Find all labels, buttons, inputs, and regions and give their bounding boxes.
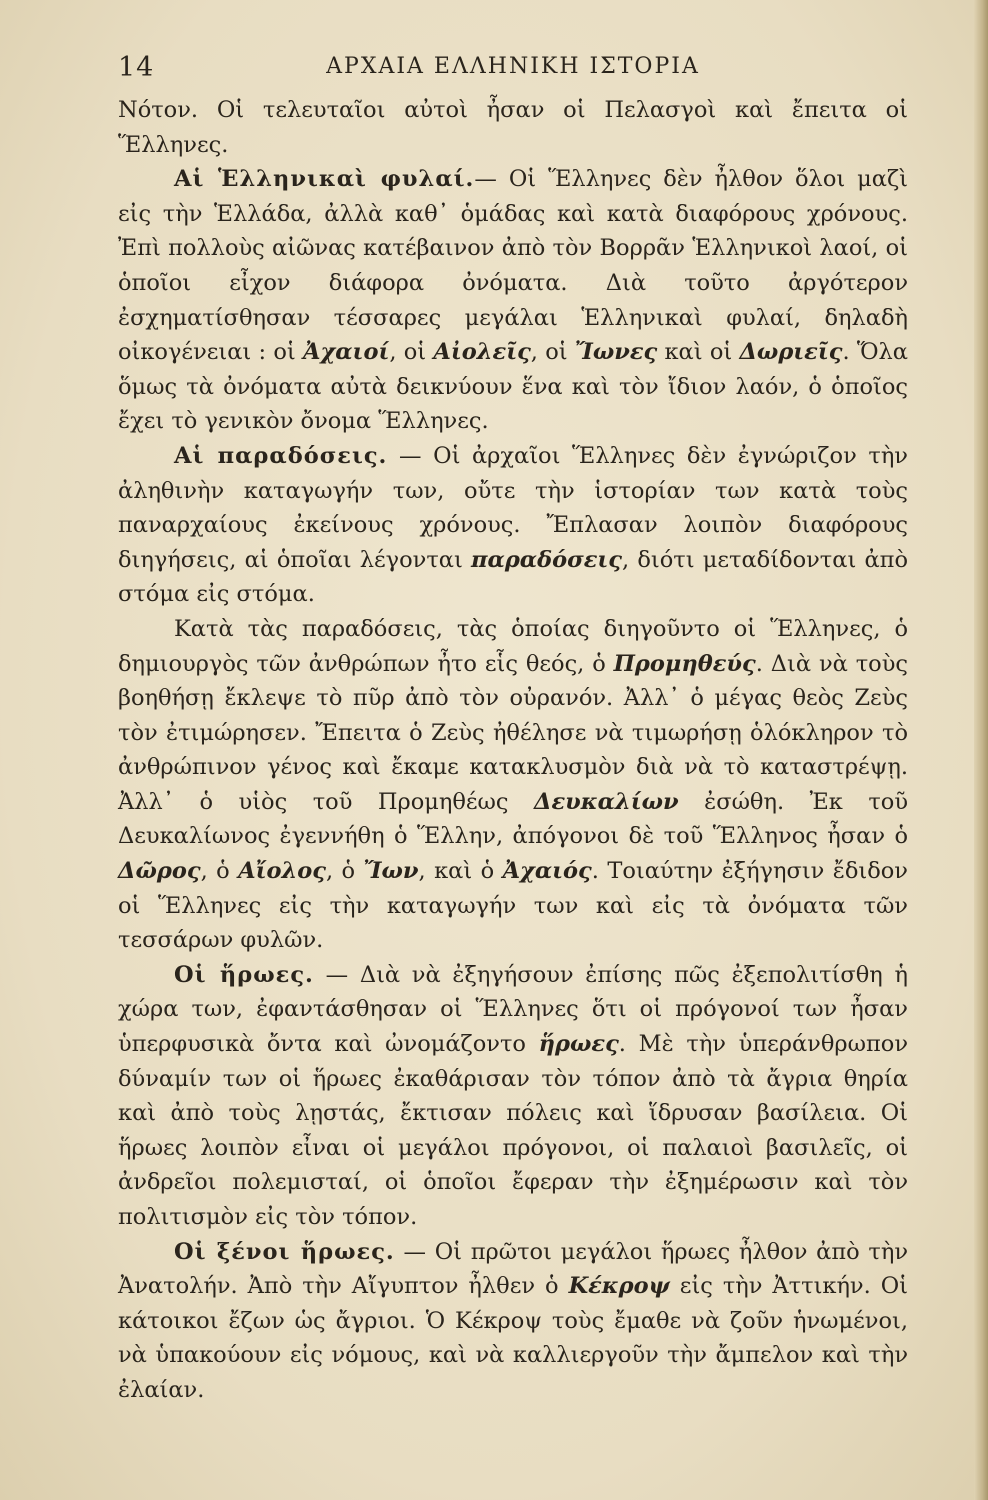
paragraph [118, 439, 908, 612]
page-header [118, 52, 908, 92]
paragraph-text: , ὁ [325, 858, 364, 885]
paragraph-text: , οἱ [530, 339, 575, 366]
page-number: 14 [118, 52, 155, 83]
emphasized-term: Δωριεῖς [739, 339, 843, 366]
emphasized-term: Κέκροψ [568, 1273, 670, 1300]
section-heading: Οἱ ἥρωες. [174, 961, 314, 988]
emphasized-term: Ἴων [363, 858, 419, 885]
section-heading: Αἱ Ἑλληνικαὶ φυλαί. [174, 166, 475, 193]
emphasized-term: Δῶρος [118, 858, 201, 885]
paragraph-text: . Ὅλα ὅμως τὰ ὀνόματα αὐτὰ δεικνύουν ἕνα καὶ τὸν ἴδιον λαόν, ὁ ὁποῖος ἔχει τὸ γενικὸν ὄνομα Ἕλληνες. [118, 339, 909, 435]
paragraph-text: , ὁ [200, 858, 239, 885]
emphasized-term: Δευκαλίων [534, 788, 679, 815]
section-heading: Οἱ ξένοι ἥρωες. [174, 1238, 395, 1265]
paragraph-text: — Διὰ νὰ ἐξηγήσουν ἐπίσης πῶς ἐξεπολιτίσθη ἡ χώρα των, ἐφαντάσθησαν οἱ Ἕλληνες ὅτι οἱ πρόγονοί των ἦσαν ὑπερφυσικὰ ὄντα καὶ ὠνομάζοντο [118, 961, 908, 1058]
paragraph-text: ἐσώθη. Ἐκ τοῦ Δευκαλίωνος ἐγεννήθη ὁ Ἕλλην, ἀπόγονοι δὲ τοῦ Ἕλληνος ἦσαν ὁ [118, 788, 909, 850]
emphasized-term: Προμηθεύς [613, 650, 756, 677]
paragraph-text: Κατὰ τὰς παραδόσεις, τὰς ὁποίας διηγοῦντο οἱ Ἕλληνες, ὁ δημιουργὸς τῶν ἀνθρώπων ἦτο εἷς θεός, ὁ [118, 615, 908, 677]
emphasized-term: ἥρωες [538, 1031, 619, 1058]
paragraph-text: , οἱ [389, 339, 434, 366]
section-heading: Αἱ παραδόσεις. [174, 442, 388, 469]
body-text [118, 93, 908, 1408]
emphasized-term: Αἴολος [238, 858, 326, 885]
paragraph-text: εἰς τὴν Ἀττικήν. Οἱ κάτοικοι ἔζων ὡς ἄγριοι. Ὁ Κέκροψ τοὺς ἔμαθε νὰ ζοῦν ἡνωμένοι, νὰ ὑπακούουν εἰς νόμους, καὶ νὰ καλλιεργοῦν τὴν ἄμπελον καὶ τὴν ἐλαίαν. [118, 1273, 909, 1403]
running-title: ΑΡΧΑΙΑ ΕΛΛΗΝΙΚΗ ΙΣΤΟΡΙΑ [326, 54, 700, 79]
emphasized-term: παραδόσεις [471, 546, 622, 573]
paragraph-text: καὶ οἱ [657, 339, 740, 366]
paragraph [118, 93, 908, 162]
paragraph-text: . Μὲ τὴν ὑπεράνθρωπον δύναμίν των οἱ ἥρωες ἐκαθάρισαν τὸν τόπον ἀπὸ τὰ ἄγρια θηρία καὶ ἀπὸ τοὺς λῃστάς, ἔκτισαν πόλεις καὶ ἵδρυσαν βασίλεια. Οἱ ἥρωες λοιπὸν εἶναι οἱ μεγάλοι πρόγονοι, οἱ παλαιοὶ βασιλεῖς, οἱ ἀνδρεῖοι πολεμισταί, οἱ ὁποῖοι ἔφεραν τὴν ἐξημέρωσιν καὶ τὸν πολιτισμὸν εἰς τὸν τόπον. [118, 1031, 908, 1230]
emphasized-term: Ἴωνες [574, 339, 658, 366]
page-binding-edge [974, 0, 988, 1500]
paragraph-text: . Διὰ νὰ τοὺς βοηθήσῃ ἔκλεψε τὸ πῦρ ἀπὸ τὸν οὐρανόν. Ἀλλ᾽ ὁ μέγας θεὸς Ζεὺς τὸν ἐτιμώρησεν. Ἔπειτα ὁ Ζεὺς ἠθέλησε νὰ τιμωρήσῃ ὁλόκληρον τὸ ἀνθρώπινον γένος καὶ ἔκαμε κατακλυσμὸν διὰ νὰ τὸ καταστρέψῃ. Ἀλλ᾽ ὁ υἱὸς τοῦ Προμηθέως [118, 650, 908, 815]
emphasized-term: Ἀχαιοί [302, 339, 390, 366]
paragraph [118, 612, 908, 958]
paragraph [118, 162, 908, 439]
paragraph [118, 958, 908, 1235]
paragraph-text: Νότον. Οἱ τελευταῖοι αὐτοὶ ἦσαν οἱ Πελασγοὶ καὶ ἔπειτα οἱ Ἕλληνες. [118, 97, 908, 158]
paragraph-text: , διότι μεταδίδονται ἀπὸ στόμα εἰς στόμα. [118, 546, 909, 608]
paragraph-text: — Οἱ Ἕλληνες δὲν ἦλθον ὅλοι μαζὶ εἰς τὴν Ἑλλάδα, ἀλλὰ καθ᾽ ὁμάδας καὶ κατὰ διαφόρους χρόνους. Ἐπὶ πολλοὺς αἰῶνας κατέβαινον ἀπὸ τὸν Βορρᾶν Ἑλληνικοὶ λαοί, οἱ ὁποῖοι εἶχον διάφορα ὀνόματα. Διὰ τοῦτο ἀργότερον ἐσχηματίσθησαν τέσσαρες μεγάλαι Ἑλληνικαὶ φυλαί, δηλαδὴ οἰκογένειαι : οἱ [118, 166, 908, 366]
paragraph-text: — Οἱ ἀρχαῖοι Ἕλληνες δὲν ἐγνώριζον τὴν ἀληθινὴν καταγωγήν των, οὔτε τὴν ἱστορίαν των κατὰ τοὺς παναρχαίους ἐκείνους χρόνους. Ἔπλασαν λοιπὸν διαφόρους διηγήσεις, αἱ ὁποῖαι λέγονται [118, 442, 908, 573]
paragraph-text: . Τοιαύτην ἐξήγησιν ἔδιδον οἱ Ἕλληνες εἰς τὴν καταγωγήν των καὶ εἰς τὰ ὀνόματα τῶν τεσσάρων φυλῶν. [118, 858, 908, 954]
paragraph [118, 1235, 908, 1408]
paragraph-text: , καὶ ὁ [418, 858, 503, 885]
paragraph-text: — Οἱ πρῶτοι μεγάλοι ἥρωες ἦλθον ἀπὸ τὴν Ἀνατολήν. Ἀπὸ τὴν Αἴγυπτον ἦλθεν ὁ [118, 1238, 908, 1300]
emphasized-term: Ἀχαιός [502, 858, 592, 885]
emphasized-term: Αἰολεῖς [433, 339, 531, 366]
